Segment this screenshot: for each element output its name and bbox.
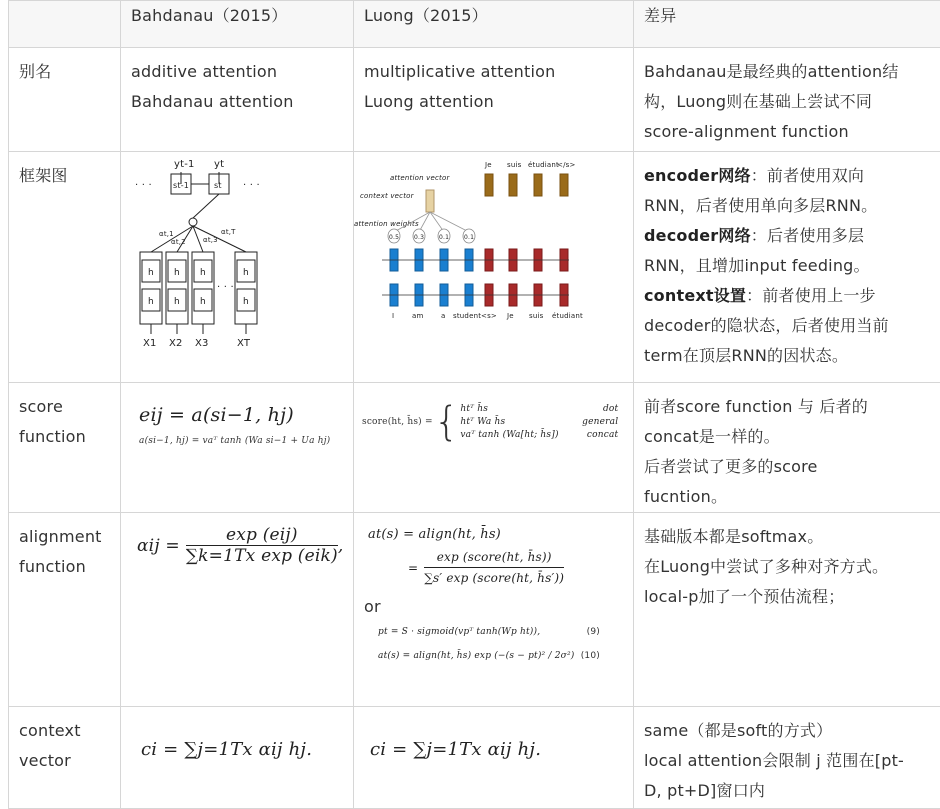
row-framework xyxy=(9,152,940,383)
target-word: </s> xyxy=(557,161,576,169)
diff-text: 前者score function 与 后者的 xyxy=(644,392,933,422)
svg-text:h: h xyxy=(148,268,154,278)
attention-weight: 0.3 xyxy=(414,234,424,241)
diff-text: local-p加了一个预估流程； xyxy=(644,582,933,612)
input-label: X1 xyxy=(143,338,157,349)
luong-context-cell xyxy=(354,707,634,809)
source-word: étudiant xyxy=(552,312,583,320)
svg-text:h: h xyxy=(174,268,180,278)
svg-text:h: h xyxy=(200,268,206,278)
source-word: <s> xyxy=(481,312,497,320)
alpha-label: αt,2 xyxy=(171,238,186,246)
row-label: alignment function xyxy=(9,513,121,707)
state-label: st xyxy=(214,181,222,190)
diff-text: ：前者使用双向 xyxy=(751,166,864,185)
svg-text:h: h xyxy=(200,297,206,307)
diff-text: ：前者使用上一步 xyxy=(746,286,876,305)
diff-text: local attention会限制 j 范围在[pt- xyxy=(644,746,933,776)
svg-text:· · ·: · · · xyxy=(243,180,260,191)
input-label: X3 xyxy=(195,338,209,349)
source-word: Je xyxy=(506,312,514,320)
bahdanau-alias-cell xyxy=(121,48,354,152)
output-label: yt xyxy=(214,159,224,170)
diff-text: 后者尝试了更多的score xyxy=(644,452,933,482)
alignment-numerator: exp (eij) xyxy=(186,525,338,546)
row-score xyxy=(9,383,940,513)
attention-weight: 0.1 xyxy=(464,234,474,241)
bahdanau-score-cell xyxy=(121,383,354,513)
score-diff-cell xyxy=(634,383,940,513)
svg-text:h: h xyxy=(243,297,249,307)
alignment-lhs: αij = xyxy=(137,531,180,561)
header-bahdanau: Bahdanau（2015） xyxy=(121,1,354,48)
alpha-label: αt,3 xyxy=(203,236,218,244)
row-context xyxy=(9,707,940,809)
sum-node xyxy=(189,218,197,226)
alias-text: Luong attention xyxy=(364,87,623,117)
align-line1: at(s) = align(ht, h̄s) xyxy=(364,523,627,547)
comparison-table xyxy=(8,0,940,809)
row-alias xyxy=(9,48,940,152)
row-label: 框架图 xyxy=(9,152,121,383)
row-label: context vector xyxy=(9,707,121,809)
state-label: st-1 xyxy=(173,181,189,190)
source-word: a xyxy=(441,312,446,320)
alias-text: additive attention xyxy=(131,57,343,87)
alignment-denominator: ∑k=1Tx exp (eik) xyxy=(186,546,338,566)
pt-formula: pt = S · sigmoid(vpᵀ tanh(Wp ht)), xyxy=(364,620,540,644)
diff-text: fucntion。 xyxy=(644,482,933,512)
diff-text: 基础版本都是softmax。 xyxy=(644,522,933,552)
target-word: Je xyxy=(484,161,492,169)
diff-text: 构，Luong则在基础上尝试不同 xyxy=(644,87,933,117)
alpha-label: αt,T xyxy=(221,228,236,236)
header-empty xyxy=(9,1,121,48)
align-denominator: ∑s′ exp (score(ht, h̄s′)) xyxy=(424,568,564,588)
score-formula-detail: a(si−1, hj) = vaᵀ tanh (Wa si−1 + Ua hj) xyxy=(139,433,345,449)
score-formula: eij = a(si−1, hj) xyxy=(139,401,345,429)
bahdanau-alignment-cell: αij = $\frac{\text{exp (eij)}}{\text{∑k=1Tx exp (eik)}}$ , xyxy=(121,513,354,707)
target-word: étudiant xyxy=(528,161,559,169)
svg-text:h: h xyxy=(174,297,180,307)
framework-diff-cell xyxy=(634,152,940,383)
diff-text: decoder的隐状态，后者使用当前 xyxy=(644,311,933,341)
bahdanau-diagram-cell xyxy=(121,152,354,383)
align-numerator: exp (score(ht, h̄s)) xyxy=(424,547,564,568)
header-difference: 差异 xyxy=(634,1,940,48)
local-align-formula: at(s) = align(ht, h̄s) exp (−(s − pt)² / 2σ²) xyxy=(364,644,575,668)
input-label: XT xyxy=(237,338,251,349)
source-word: am xyxy=(412,312,424,320)
row-label: score function xyxy=(9,383,121,513)
diff-text: ：后者使用多层 xyxy=(751,226,864,245)
source-word: suis xyxy=(529,312,544,320)
luong-alignment-cell: at(s) = align(ht, h̄s) = $\frac{\text{exp (score(ht, h̄s))}}{\text{∑s′ exp (score(ht, h̄s′))}}$ or pt = S · sigmoid(vpᵀ tanh(Wp ht)), (9) at(s) = align(ht, h̄s) exp (−(s − pt)² / 2σ²) (10) xyxy=(354,513,634,707)
luong-score-cell: score(ht, h̄s) = { htᵀ h̄s dot htᵀ Wa h̄s general vaᵀ tanh (Wa[ht; h̄s]) concat xyxy=(354,383,634,513)
input-label: X2 xyxy=(169,338,183,349)
luong-architecture-diagram xyxy=(354,152,612,372)
context-setting-label: context设置 xyxy=(644,286,746,305)
luong-alias-cell xyxy=(354,48,634,152)
alias-text: Bahdanau attention xyxy=(131,87,343,117)
alignment-diff-cell xyxy=(634,513,940,707)
context-formula: ci = ∑j=1Tx αij hj. xyxy=(370,735,625,765)
diff-text: Bahdanau是最经典的attention结 xyxy=(644,57,933,87)
source-word: I xyxy=(392,312,394,320)
diff-text: score-alignment function xyxy=(644,117,933,147)
diff-text: RNN，且增加input feeding。 xyxy=(644,251,933,281)
alpha-label: αt,1 xyxy=(159,230,174,238)
diff-text: term在顶层RNN的因状态。 xyxy=(644,341,933,371)
diff-text: D, pt+D]窗口内 xyxy=(644,776,933,806)
output-label: yt-1 xyxy=(174,159,195,170)
score-lhs: score(ht, h̄s) = xyxy=(362,414,433,430)
alias-diff-cell xyxy=(634,48,940,152)
context-formula: ci = ∑j=1Tx αij hj. xyxy=(141,735,345,765)
row-label: 别名 xyxy=(9,48,121,152)
target-word: suis xyxy=(507,161,522,169)
diff-text: 在Luong中尝试了多种对齐方式。 xyxy=(644,552,933,582)
svg-text:h: h xyxy=(148,297,154,307)
diff-text: same（都是soft的方式） xyxy=(644,716,933,746)
attention-weight: 0.1 xyxy=(439,234,449,241)
context-vector-box xyxy=(426,190,434,212)
encoder-label: encoder网络 xyxy=(644,166,751,185)
row-alignment xyxy=(9,513,940,707)
luong-diagram-cell xyxy=(354,152,634,383)
attention-weights-label: attention weights xyxy=(354,220,419,228)
diff-text: concat是一样的。 xyxy=(644,422,933,452)
decoder-label: decoder网络 xyxy=(644,226,751,245)
context-diff-cell xyxy=(634,707,940,809)
source-word: student xyxy=(453,312,481,320)
header-luong: Luong（2015） xyxy=(354,1,634,48)
diff-text: RNN，后者使用单向多层RNN。 xyxy=(644,191,933,221)
svg-text:· · ·: · · · xyxy=(217,282,234,293)
svg-text:· · ·: · · · xyxy=(135,180,152,191)
bahdanau-architecture-diagram xyxy=(121,152,331,372)
svg-text:h: h xyxy=(243,268,249,278)
or-text: or xyxy=(364,594,627,620)
attention-weight: 0.5 xyxy=(389,234,399,241)
bahdanau-context-cell xyxy=(121,707,354,809)
attention-vector-label: attention vector xyxy=(390,174,450,182)
alias-text: multiplicative attention xyxy=(364,57,623,87)
header-row xyxy=(9,1,940,48)
context-vector-label: context vector xyxy=(360,192,415,200)
